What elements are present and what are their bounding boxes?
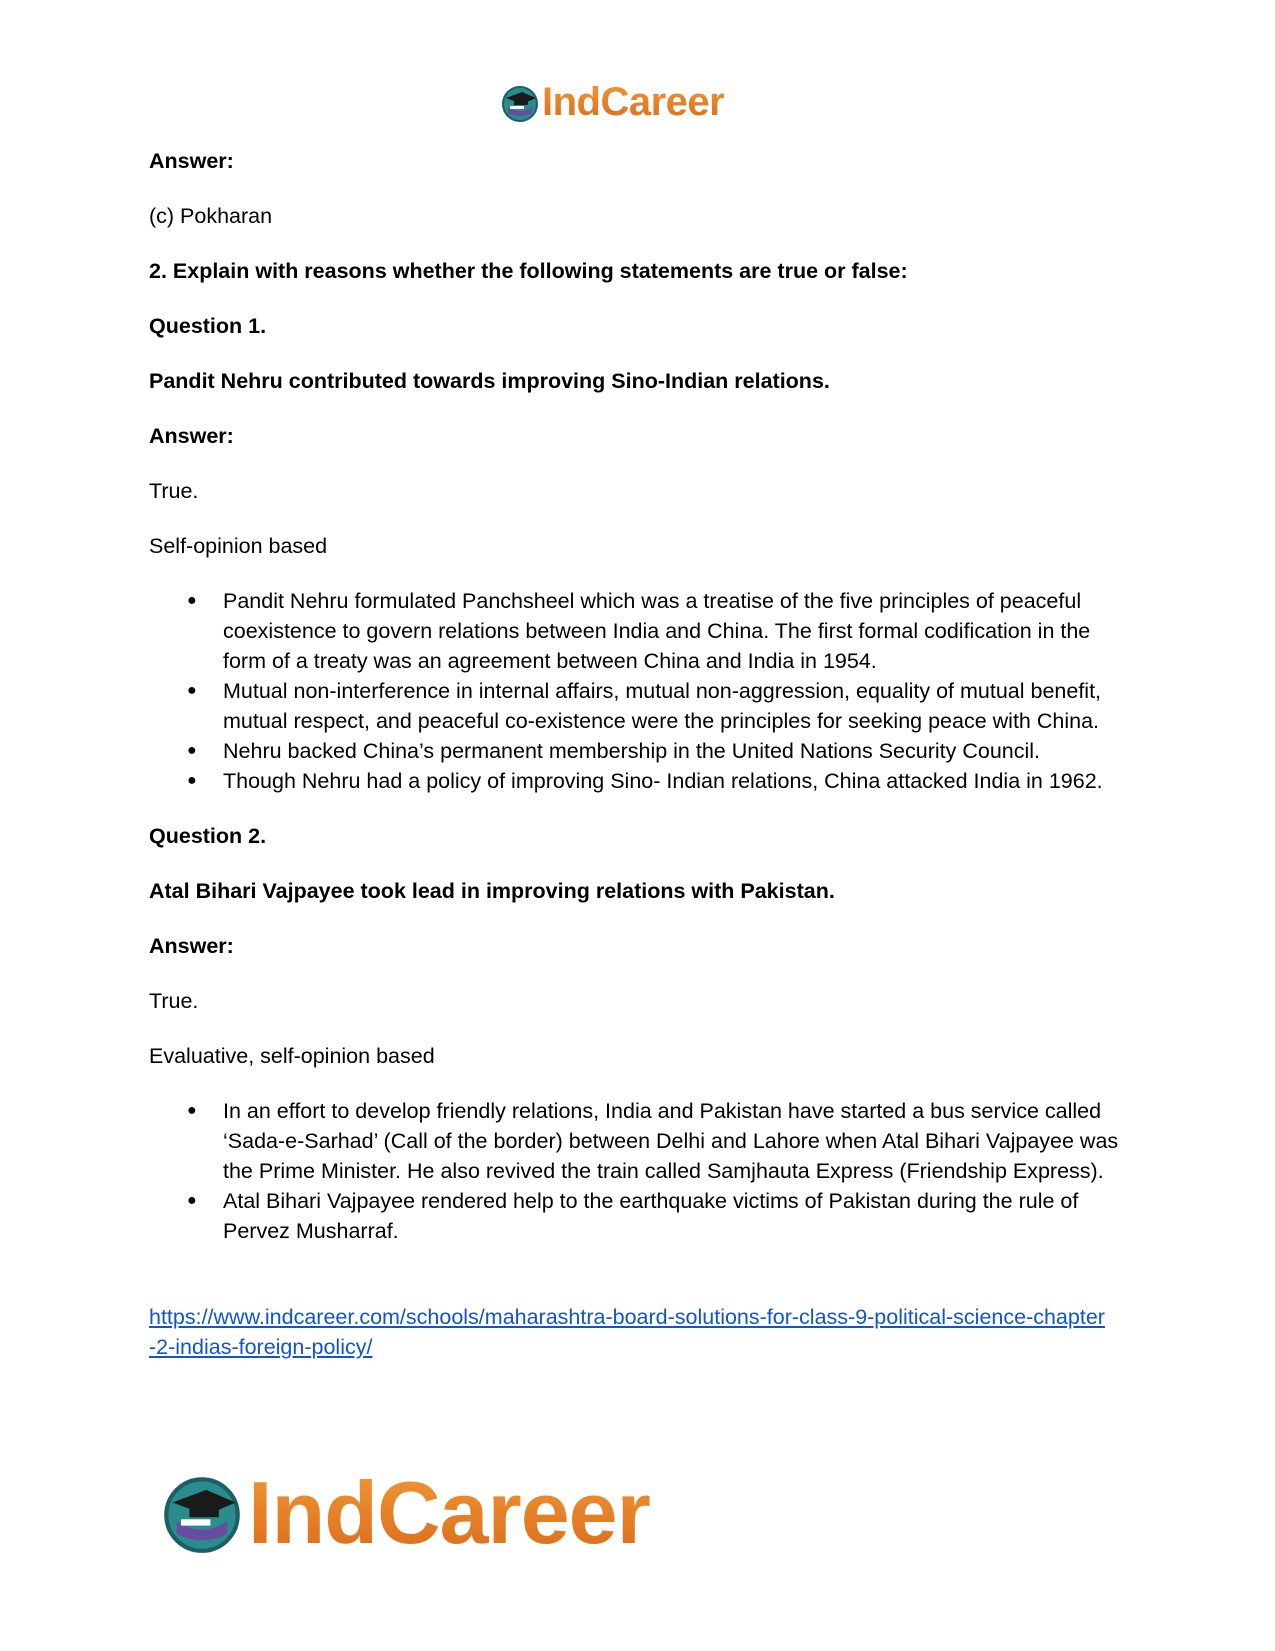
question-2-note: Evaluative, self-opinion based xyxy=(149,1044,435,1068)
question-1-answer-label: Answer: xyxy=(149,424,234,448)
document-body xyxy=(149,146,1129,1362)
list-item-text: Nehru backed China’s permanent membership in the United Nations Security Council. xyxy=(223,739,1041,763)
list-item xyxy=(187,586,1129,676)
question-1-note: Self-opinion based xyxy=(149,534,328,558)
answer-text: (c) Pokharan xyxy=(149,204,273,228)
footer-logo xyxy=(160,1462,650,1564)
bullet-icon: ● xyxy=(187,592,197,609)
list-item-text: Though Nehru had a policy of improving Sino- Indian relations, China attacked India in 1962. xyxy=(223,769,1103,793)
list-item xyxy=(187,736,1129,766)
list-item xyxy=(187,766,1129,796)
question-1-answer: True. xyxy=(149,479,199,503)
list-item xyxy=(187,676,1129,736)
bullet-icon: ● xyxy=(187,682,197,699)
list-item-text: Pandit Nehru formulated Panchsheel which was a treatise of the five principles of peaceful coexistence to govern relations between India and China. The first formal codification in the form of a treaty was an agreement between China and India in 1954. xyxy=(223,589,1091,673)
answer-label: Answer: xyxy=(149,149,234,173)
header-logo xyxy=(500,80,724,125)
question-2-label: Question 2. xyxy=(149,824,267,848)
source-link[interactable]: https://www.indcareer.com/schools/maharashtra-board-solutions-for-class-9-political-science-chapter-2-indias-foreign-policy/ xyxy=(149,1305,1105,1359)
logo-wordmark: IndCareer xyxy=(248,1463,650,1562)
question-1-statement: Pandit Nehru contributed towards improving Sino-Indian relations. xyxy=(149,369,830,393)
graduation-cap-globe-icon xyxy=(160,1471,244,1555)
question-2-statement: Atal Bihari Vajpayee took lead in improving relations with Pakistan. xyxy=(149,879,835,903)
question-1-label: Question 1. xyxy=(149,314,267,338)
question-1-bullet-list xyxy=(149,586,1129,796)
question-2-answer: True. xyxy=(149,989,199,1013)
bullet-icon: ● xyxy=(187,1102,197,1119)
list-item-text: Atal Bihari Vajpayee rendered help to the earthquake victims of Pakistan during the rule of Pervez Musharraf. xyxy=(223,1189,1079,1243)
question-2-answer-label: Answer: xyxy=(149,934,234,958)
list-item xyxy=(187,1186,1129,1246)
bullet-icon: ● xyxy=(187,742,197,759)
list-item xyxy=(187,1096,1129,1186)
logo-wordmark: IndCareer xyxy=(542,80,725,124)
list-item-text: In an effort to develop friendly relations, India and Pakistan have started a bus service called ‘Sada-e-Sarhad’ (Call of the border) between Delhi and Lahore when Atal Bihari Vajpayee was the Prime Minister. He also revived the train called Samjhauta Express (Friendship Express). xyxy=(223,1099,1119,1183)
question-2-bullet-list xyxy=(149,1096,1129,1246)
graduation-cap-globe-icon xyxy=(500,83,540,123)
list-item-text: Mutual non-interference in internal affairs, mutual non-aggression, equality of mutual benefit, mutual respect, and peaceful co-existence were the principles for seeking peace with China. xyxy=(223,679,1102,733)
bullet-icon: ● xyxy=(187,772,197,789)
section-heading: 2. Explain with reasons whether the following statements are true or false: xyxy=(149,259,908,283)
bullet-icon: ● xyxy=(187,1192,197,1209)
